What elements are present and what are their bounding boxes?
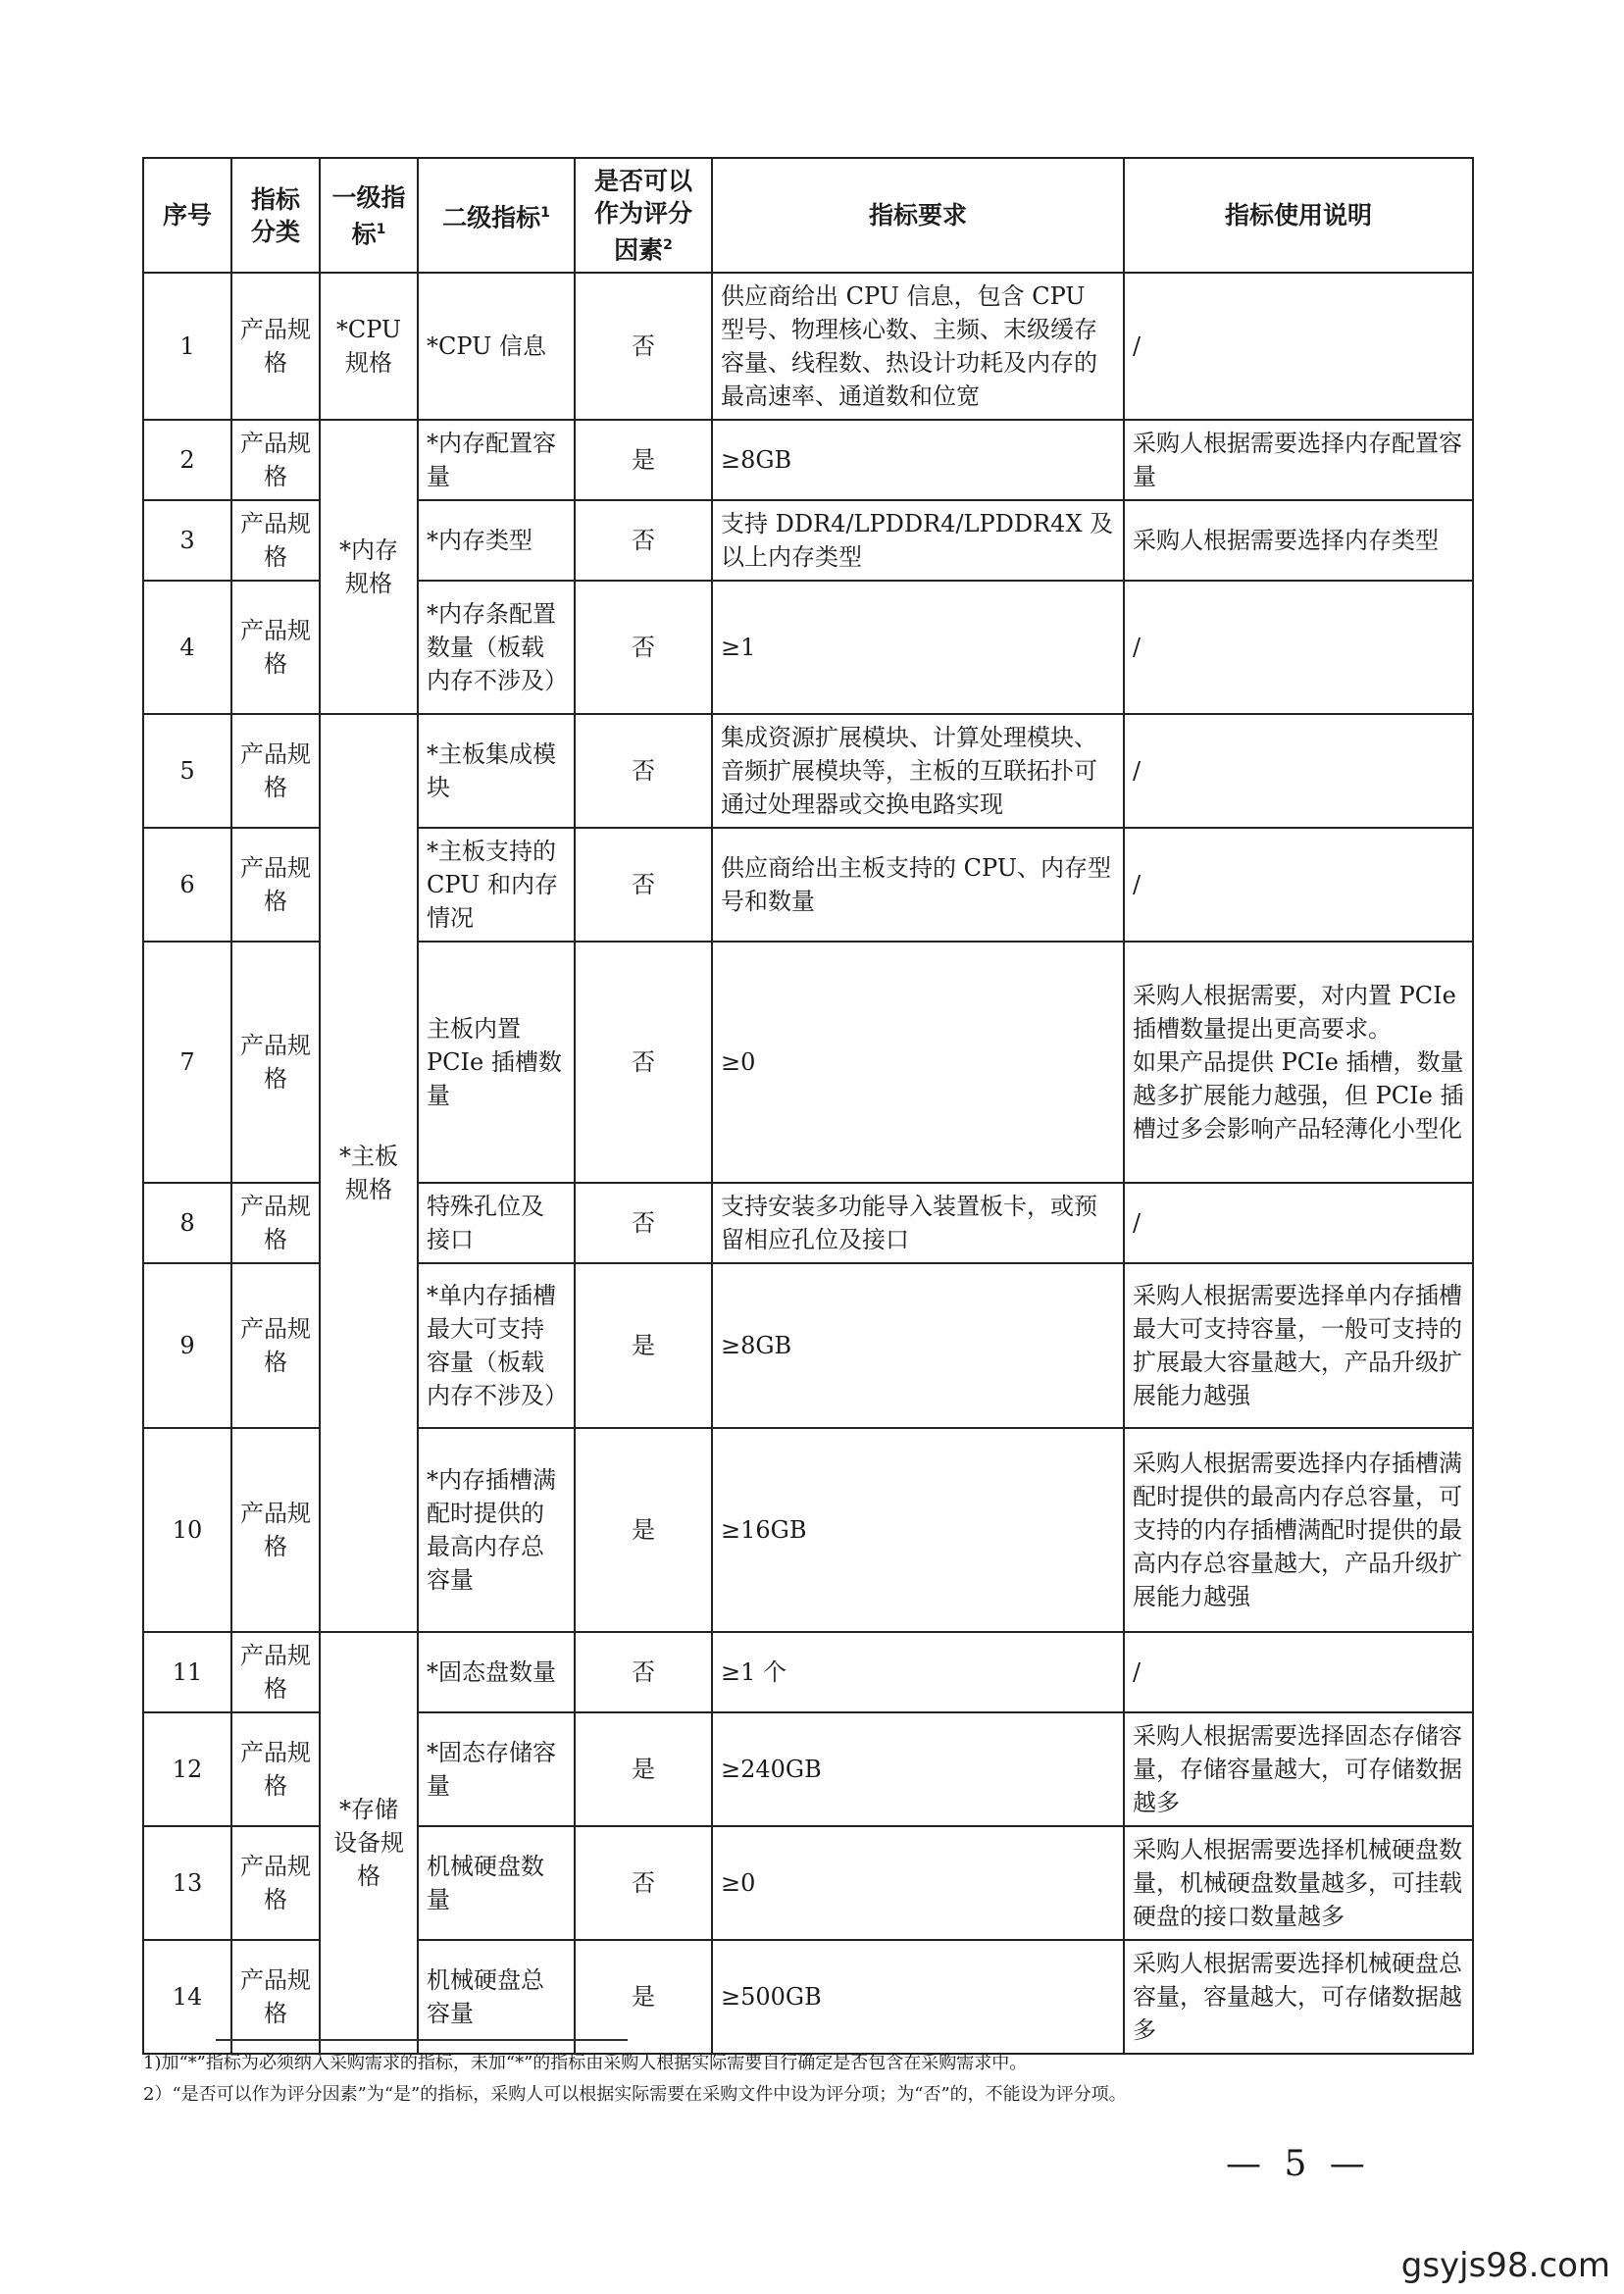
cell-requirement: 支持 DDR4/LPDDR4/LPDDR4X 及以上内存类型 (712, 500, 1124, 581)
cell-seq: 9 (143, 1263, 231, 1428)
cell-level2: *内存条配置数量（板载内存不涉及） (418, 581, 575, 714)
cell-requirement: ≥8GB (712, 420, 1124, 500)
cell-scoring: 否 (575, 273, 712, 420)
cell-category: 产品规格 (231, 581, 320, 714)
cell-category: 产品规格 (231, 273, 320, 420)
cell-level1-group: *主板规格 (320, 714, 418, 1632)
cell-scoring: 否 (575, 1826, 712, 1940)
cell-level2: *主板集成模块 (418, 714, 575, 828)
cell-category: 产品规格 (231, 714, 320, 828)
cell-level2: 特殊孔位及接口 (418, 1183, 575, 1263)
cell-seq: 7 (143, 942, 231, 1183)
cell-seq: 8 (143, 1183, 231, 1263)
cell-requirement: ≥1 (712, 581, 1124, 714)
header-requirement: 指标要求 (712, 158, 1124, 273)
cell-usage: 采购人根据需要选择机械硬盘总容量，容量越大，可存储数据越多 (1124, 1940, 1473, 2054)
cell-seq: 1 (143, 273, 231, 420)
footnote-2: 2）“是否可以作为评分因素”为“是”的指标，采购人可以根据实际需要在采购文件中设为评分项；为“否”的，不能设为评分项。 (143, 2084, 1127, 2105)
header-row (143, 158, 1473, 273)
cell-seq: 10 (143, 1428, 231, 1632)
cell-level2: *内存类型 (418, 500, 575, 581)
cell-level2: *CPU 信息 (418, 273, 575, 420)
cell-scoring: 是 (575, 1263, 712, 1428)
cell-requirement: 供应商给出 CPU 信息，包含 CPU 型号、物理核心数、主频、末级缓存容量、线程数、热设计功耗及内存的最高速率、通道数和位宽 (712, 273, 1124, 420)
page-number: — 5 — (1226, 2144, 1371, 2184)
header-category: 指标分类 (231, 158, 320, 273)
cell-level2: *固态存储容量 (418, 1712, 575, 1826)
cell-scoring: 是 (575, 420, 712, 500)
cell-category: 产品规格 (231, 1940, 320, 2054)
footnote-mark: 2 (663, 237, 673, 253)
cell-requirement: 支持安装多功能导入装置板卡，或预留相应孔位及接口 (712, 1183, 1124, 1263)
cell-usage: / (1124, 581, 1473, 714)
cell-category: 产品规格 (231, 1826, 320, 1940)
cell-requirement: ≥240GB (712, 1712, 1124, 1826)
cell-seq: 11 (143, 1632, 231, 1712)
cell-requirement: ≥16GB (712, 1428, 1124, 1632)
footnote-1: 1)加“*”指标为必须纳入采购需求的指标，未加“*”的指标由采购人根据实际需要自行确定是否包含在采购需求中。 (143, 2053, 1028, 2073)
table-row (143, 273, 1473, 420)
cell-usage: / (1124, 1183, 1473, 1263)
table-body (143, 273, 1473, 2054)
cell-usage: 采购人根据需要选择内存类型 (1124, 500, 1473, 581)
cell-seq: 4 (143, 581, 231, 714)
table-row (143, 714, 1473, 828)
cell-scoring: 否 (575, 714, 712, 828)
cell-category: 产品规格 (231, 1428, 320, 1632)
cell-seq: 13 (143, 1826, 231, 1940)
cell-scoring: 否 (575, 500, 712, 581)
header-level1: 一级指标$^1$ (320, 158, 418, 273)
cell-level2: *内存配置容量 (418, 420, 575, 500)
cell-usage: / (1124, 1632, 1473, 1712)
cell-usage: 采购人根据需要选择固态存储容量，存储容量越大，可存储数据越多 (1124, 1712, 1473, 1826)
spec-table (142, 157, 1474, 2055)
footnote-divider (216, 2039, 628, 2041)
cell-seq: 2 (143, 420, 231, 500)
cell-category: 产品规格 (231, 1183, 320, 1263)
cell-seq: 14 (143, 1940, 231, 2054)
cell-usage: / (1124, 714, 1473, 828)
cell-requirement: ≥500GB (712, 1940, 1124, 2054)
cell-category: 产品规格 (231, 1632, 320, 1712)
watermark: gsyjs98.com (1400, 2246, 1610, 2285)
cell-category: 产品规格 (231, 942, 320, 1183)
cell-category: 产品规格 (231, 1712, 320, 1826)
cell-level2: *单内存插槽最大可支持容量（板载内存不涉及） (418, 1263, 575, 1428)
cell-scoring: 否 (575, 1183, 712, 1263)
cell-seq: 12 (143, 1712, 231, 1826)
cell-scoring: 是 (575, 1428, 712, 1632)
cell-level1-group: *存储设备规格 (320, 1632, 418, 2054)
cell-usage: / (1124, 273, 1473, 420)
cell-category: 产品规格 (231, 420, 320, 500)
cell-level1-group: *CPU规格 (320, 273, 418, 420)
cell-seq: 5 (143, 714, 231, 828)
cell-requirement: 供应商给出主板支持的 CPU、内存型号和数量 (712, 828, 1124, 942)
cell-usage: 采购人根据需要选择内存配置容量 (1124, 420, 1473, 500)
cell-requirement: 集成资源扩展模块、计算处理模块、音频扩展模块等，主板的互联拓扑可通过处理器或交换电路实现 (712, 714, 1124, 828)
cell-scoring: 否 (575, 1632, 712, 1712)
cell-requirement: ≥8GB (712, 1263, 1124, 1428)
cell-seq: 3 (143, 500, 231, 581)
cell-requirement: ≥0 (712, 942, 1124, 1183)
cell-requirement: ≥0 (712, 1826, 1124, 1940)
header-seq: 序号 (143, 158, 231, 273)
header-level2: 二级指标$^1$ (418, 158, 575, 273)
cell-category: 产品规格 (231, 828, 320, 942)
cell-level1-group: *内存规格 (320, 420, 418, 714)
cell-scoring: 否 (575, 828, 712, 942)
cell-scoring: 是 (575, 1940, 712, 2054)
cell-usage: / (1124, 828, 1473, 942)
cell-level2: *固态盘数量 (418, 1632, 575, 1712)
cell-requirement: ≥1 个 (712, 1632, 1124, 1712)
cell-scoring: 否 (575, 942, 712, 1183)
cell-level2: 主板内置 PCIe 插槽数量 (418, 942, 575, 1183)
cell-level2: *主板支持的 CPU 和内存情况 (418, 828, 575, 942)
cell-category: 产品规格 (231, 1263, 320, 1428)
cell-usage: 采购人根据需要选择内存插槽满配时提供的最高内存总容量，可支持的内存插槽满配时提供的最高内存总容量越大，产品升级扩展能力越强 (1124, 1428, 1473, 1632)
footnote-mark: 1 (540, 205, 550, 221)
cell-usage: 采购人根据需要选择机械硬盘数量，机械硬盘数量越多，可挂载硬盘的接口数量越多 (1124, 1826, 1473, 1940)
cell-level2: *内存插槽满配时提供的最高内存总容量 (418, 1428, 575, 1632)
cell-usage: 采购人根据需要，对内置 PCIe 插槽数量提出更高要求。 如果产品提供 PCIe 插槽，数量越多扩展能力越强，但 PCIe 插槽过多会影响产品轻薄化小型化 (1124, 942, 1473, 1183)
table-row (143, 1632, 1473, 1712)
table-row (143, 420, 1473, 500)
cell-usage: 采购人根据需要选择单内存插槽最大可支持容量，一般可支持的扩展最大容量越大，产品升级扩展能力越强 (1124, 1263, 1473, 1428)
footnote-mark: 1 (376, 221, 386, 237)
cell-category: 产品规格 (231, 500, 320, 581)
cell-seq: 6 (143, 828, 231, 942)
cell-scoring: 否 (575, 581, 712, 714)
header-usage: 指标使用说明 (1124, 158, 1473, 273)
cell-level2: 机械硬盘总容量 (418, 1940, 575, 2054)
cell-level2: 机械硬盘数量 (418, 1826, 575, 1940)
header-scoring: 是否可以作为评分因素$^2$ (575, 158, 712, 273)
cell-scoring: 是 (575, 1712, 712, 1826)
